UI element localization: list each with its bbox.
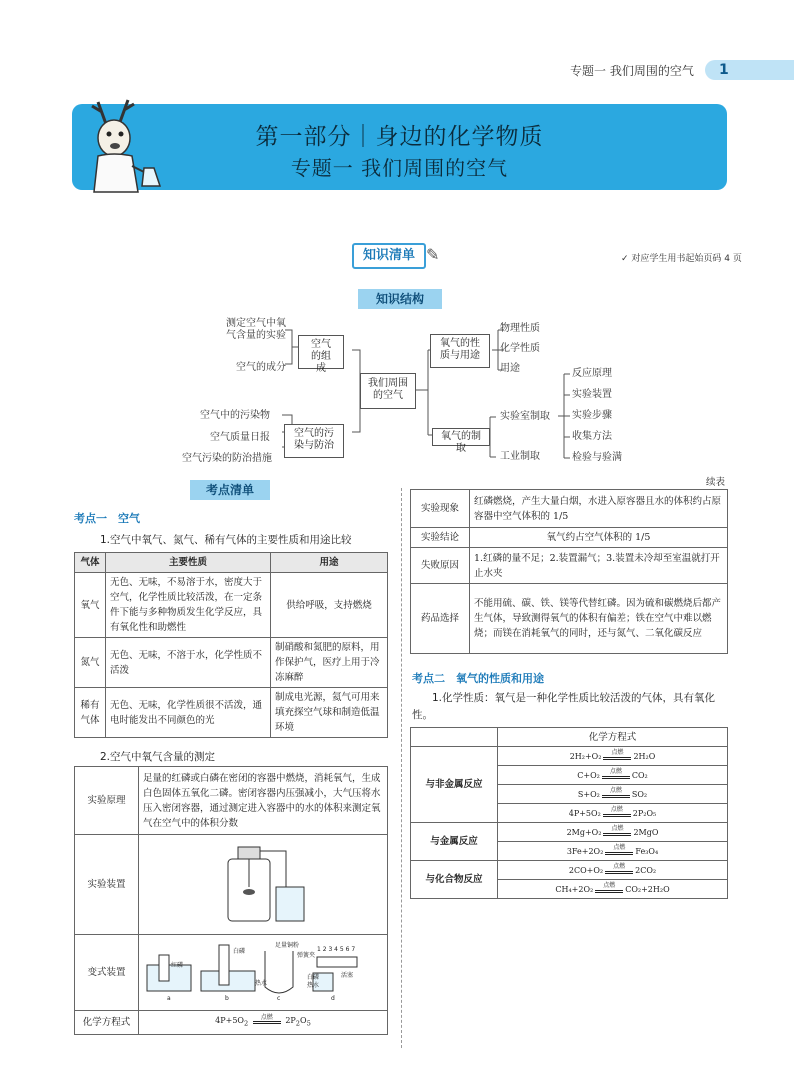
eq-condition: 点燃 xyxy=(611,748,624,756)
eq-left: 2H₂+O₂ xyxy=(569,751,602,761)
equation xyxy=(569,807,656,820)
label-cell: 失败原因 xyxy=(411,548,470,584)
eq-left: 2CO+O₂ xyxy=(568,865,604,875)
equals-arrow xyxy=(603,748,631,762)
variant-label: 弹簧夹 xyxy=(297,952,316,959)
label-cell: 实验结论 xyxy=(411,528,470,548)
text-cell: 红磷燃烧，产生大量白烟，水进入原容器且水的体积约占原容器中空气体积的 1/5 xyxy=(470,490,728,528)
variant-label: 红磷 xyxy=(171,962,184,969)
text-cell: 氧气约占空气体积的 1/5 xyxy=(470,528,728,548)
variant-label: 活塞 xyxy=(341,972,354,979)
eq-sub: 5 xyxy=(306,1019,311,1028)
equation xyxy=(577,769,647,782)
equation-cell xyxy=(498,747,728,766)
eq-right: 2H₂O xyxy=(633,751,656,761)
equation-cell xyxy=(498,842,728,861)
equation xyxy=(570,750,656,763)
mm-center-box: 我们周围的空气 xyxy=(360,373,416,409)
table-row xyxy=(411,490,728,528)
variant-cell xyxy=(139,935,388,1011)
mm-item-air-composition: 空气的成分 xyxy=(236,362,286,373)
column-divider xyxy=(401,488,402,1048)
equation xyxy=(567,826,659,839)
label-cell: 药品选择 xyxy=(411,584,470,654)
variant-label: 白磷 xyxy=(233,948,246,955)
eq-left: S+O₂ xyxy=(577,789,600,799)
variant-label: 热水 xyxy=(307,982,320,989)
chapter-banner xyxy=(72,104,727,190)
eq-right: Fe₃O₄ xyxy=(635,846,659,856)
oxygen-measure-table xyxy=(74,766,388,1035)
use-cell: 供给呼吸，支持燃烧 xyxy=(271,573,388,638)
mm-box-oxygen-preparation: 氧气的制取 xyxy=(432,428,490,446)
variant-label: d xyxy=(331,995,335,1002)
table-row xyxy=(411,528,728,548)
table-row xyxy=(75,767,388,835)
col-use: 用途 xyxy=(271,553,388,573)
gas-cell: 氮气 xyxy=(75,638,106,688)
text-cell: 不能用硫、碳、铁、镁等代替红磷。因为硫和碳燃烧后都产生气体，导致测得氧气的体积有偏差；铁在空气中难以燃烧；而镁在消耗氧气的同时，还与氮气、二氧化碳反应 xyxy=(470,584,728,654)
device-cell xyxy=(139,835,388,935)
banner-subtitle: 专题一 我们周围的空气 xyxy=(290,156,509,180)
mm-item-air-quality-report: 空气质量日报 xyxy=(210,432,270,443)
col-gas: 气体 xyxy=(75,553,106,573)
gas-cell: 稀有气体 xyxy=(75,688,106,738)
use-cell: 制硝酸和氮肥的原料，用作保护气，医疗上用于冷冻麻醉 xyxy=(271,638,388,688)
table-row xyxy=(75,688,388,738)
equation xyxy=(215,1013,311,1032)
equation-cell xyxy=(498,880,728,899)
reaction-type-cell: 与非金属反应 xyxy=(411,747,498,823)
table-row xyxy=(411,823,728,842)
table-row xyxy=(75,935,388,1011)
reaction-type-cell: 与化合物反应 xyxy=(411,861,498,899)
point2-text: 1.化学性质：氧气是一种化学性质比较活泼的气体，具有氧化性。 xyxy=(412,692,716,721)
mm-item-physical: 物理性质 xyxy=(500,323,540,334)
exam-points-tag: 考点清单 xyxy=(190,480,270,500)
eq-right: 2P xyxy=(285,1016,296,1025)
variant-label: 白磷 xyxy=(307,974,320,981)
running-header: 专题一 我们周围的空气 xyxy=(570,64,694,78)
table-row xyxy=(75,835,388,935)
use-cell: 制成电光源，氦气可用来填充探空气球和制造低温环境 xyxy=(271,688,388,738)
eq-right: CO₂+2H₂O xyxy=(625,884,670,894)
equals-arrow xyxy=(605,843,633,857)
mm-item-oxygen-measure: 测定空气中氧气含量的实验 xyxy=(226,318,286,341)
gas-comparison-table xyxy=(74,552,388,738)
equation-cell xyxy=(498,861,728,880)
point1-subheading: 1.空气中氧气、氮气、稀有气体的主要性质和用途比较 xyxy=(100,534,352,546)
eq-condition: 点燃 xyxy=(610,805,623,813)
variant-label: 足量铜粉 xyxy=(275,942,300,949)
label-cell: 实验原理 xyxy=(75,767,139,835)
check-icon: ✓ xyxy=(621,254,629,264)
apparatus-illustration xyxy=(208,837,318,927)
equation-cell xyxy=(498,766,728,785)
notebook-icon: ✎ xyxy=(426,245,440,264)
table-row xyxy=(75,638,388,688)
mm-lab-item-principle: 反应原理 xyxy=(572,368,612,379)
eq-right: CO₂ xyxy=(631,770,648,780)
reaction-type-cell: 与金属反应 xyxy=(411,823,498,861)
mm-box-oxygen-properties: 氧气的性质与用途 xyxy=(430,334,490,368)
knowledge-list-tag: 知识清单 xyxy=(352,243,426,269)
variant-label: a xyxy=(167,995,171,1002)
banner-title: 第一部分｜身边的化学物质 xyxy=(255,124,544,150)
label-cell: 变式装置 xyxy=(75,935,139,1011)
label-cell: 实验装置 xyxy=(75,835,139,935)
eq-condition: 点燃 xyxy=(609,767,622,775)
table-row xyxy=(411,548,728,584)
equation-header: 化学方程式 xyxy=(498,728,728,747)
equation-cell xyxy=(498,823,728,842)
property-cell: 无色、无味，不易溶于水，密度大于空气，化学性质比较活泼，在一定条件下能与多种物质发生化学反应，具有氧化性和助燃性 xyxy=(106,573,271,638)
eq-condition: 点燃 xyxy=(613,843,626,851)
point2-title: 考点二 氧气的性质和用途 xyxy=(412,672,544,685)
eq-right: SO₂ xyxy=(631,789,648,799)
mm-industry-preparation: 工业制取 xyxy=(500,451,540,462)
variant-label: b xyxy=(225,995,229,1002)
mm-lab-item-test: 检验与验满 xyxy=(572,452,622,463)
table-row xyxy=(411,861,728,880)
table-row xyxy=(75,573,388,638)
table-row xyxy=(411,584,728,654)
equals-arrow xyxy=(595,881,623,895)
oxygen-reactions-table xyxy=(410,727,728,899)
eq-left: 2Mg+O₂ xyxy=(566,827,602,837)
equals-arrow xyxy=(602,767,630,781)
page-number: 1 xyxy=(705,60,794,80)
equation-cell xyxy=(139,1011,388,1035)
mm-lab-item-collection: 收集方法 xyxy=(572,431,612,442)
variant-apparatus-illustration xyxy=(141,937,371,1003)
eq-left: CH₄+2O₂ xyxy=(555,884,594,894)
continued-label: 续表 xyxy=(706,477,726,488)
equals-arrow xyxy=(605,862,633,876)
experiment-results-table xyxy=(410,489,728,654)
equals-arrow xyxy=(603,805,631,819)
eq-right: 2CO₂ xyxy=(635,865,657,875)
equation xyxy=(567,845,658,858)
variant-label: c xyxy=(277,995,281,1002)
col-property: 主要性质 xyxy=(106,553,271,573)
mm-item-pollutants: 空气中的污染物 xyxy=(200,410,270,421)
point1-title: 考点一 空气 xyxy=(74,512,140,525)
eq-condition: 点燃 xyxy=(260,1014,273,1021)
mm-box-air-composition: 空气的组成 xyxy=(298,335,344,369)
point1-subheading-2: 2.空气中氧气含量的测定 xyxy=(100,751,216,763)
gas-cell: 氧气 xyxy=(75,573,106,638)
eq-condition: 点燃 xyxy=(603,881,616,889)
label-cell: 实验现象 xyxy=(411,490,470,528)
knowledge-structure-tag: 知识结构 xyxy=(358,289,442,309)
equals-arrow xyxy=(603,824,631,838)
variant-label: 热水 xyxy=(255,980,268,987)
table-row xyxy=(411,747,728,766)
equation-cell xyxy=(498,785,728,804)
eq-sub: 2 xyxy=(243,1019,249,1028)
principle-cell: 足量的红磷或白磷在密闭的容器中燃烧，消耗氧气，生成白色固体五氧化二磷。密闭容器内压强减小，大气压将水压入密闭容器，通过测定进入容器中的水的体积来测定氧气在空气中的体积分数 xyxy=(139,767,388,835)
eq-sub: 2 xyxy=(295,1019,301,1028)
equation xyxy=(578,788,647,801)
mm-item-chemical: 化学性质 xyxy=(500,343,540,354)
label-cell: 化学方程式 xyxy=(75,1011,139,1035)
table-row xyxy=(75,1011,388,1035)
eq-left: 4P+5O xyxy=(215,1016,244,1025)
mm-box-air-pollution: 空气的污染与防治 xyxy=(284,424,344,458)
eq-left: 3Fe+2O₂ xyxy=(566,846,604,856)
eq-left: C+O₂ xyxy=(577,770,600,780)
property-cell: 无色、无味，化学性质很不活泼，通电时能发出不同颜色的光 xyxy=(106,688,271,738)
blank-header-cell xyxy=(411,728,498,747)
equation xyxy=(569,864,656,877)
deer-mascot-illustration xyxy=(80,94,168,196)
mm-item-uses: 用途 xyxy=(500,363,520,374)
eq-right-mid: O xyxy=(300,1016,307,1025)
text-cell: 1.红磷的量不足；2.装置漏气；3.装置未冷却至室温就打开止水夹 xyxy=(470,548,728,584)
page-reference-text: 对应学生用书起始页码 4 页 xyxy=(631,254,742,264)
mm-lab-item-steps: 实验步骤 xyxy=(572,410,612,421)
page-reference-note xyxy=(621,251,742,264)
eq-right: 2MgO xyxy=(633,827,659,837)
eq-condition: 点燃 xyxy=(613,862,626,870)
eq-left: 4P+5O₂ xyxy=(568,808,601,818)
equation-cell xyxy=(498,804,728,823)
eq-right: 2P₂O₅ xyxy=(632,808,657,818)
variant-label: 1 2 3 4 5 6 7 xyxy=(317,946,356,953)
equation xyxy=(555,883,669,896)
mm-lab-preparation: 实验室制取 xyxy=(500,411,550,422)
mm-lab-item-device: 实验装置 xyxy=(572,389,612,400)
equals-arrow xyxy=(253,1016,281,1026)
equals-arrow xyxy=(602,786,630,800)
mm-item-pollution-control: 空气污染的防治措施 xyxy=(182,453,272,464)
eq-condition: 点燃 xyxy=(609,786,622,794)
property-cell: 无色、无味，不溶于水，化学性质不活泼 xyxy=(106,638,271,688)
eq-condition: 点燃 xyxy=(611,824,624,832)
